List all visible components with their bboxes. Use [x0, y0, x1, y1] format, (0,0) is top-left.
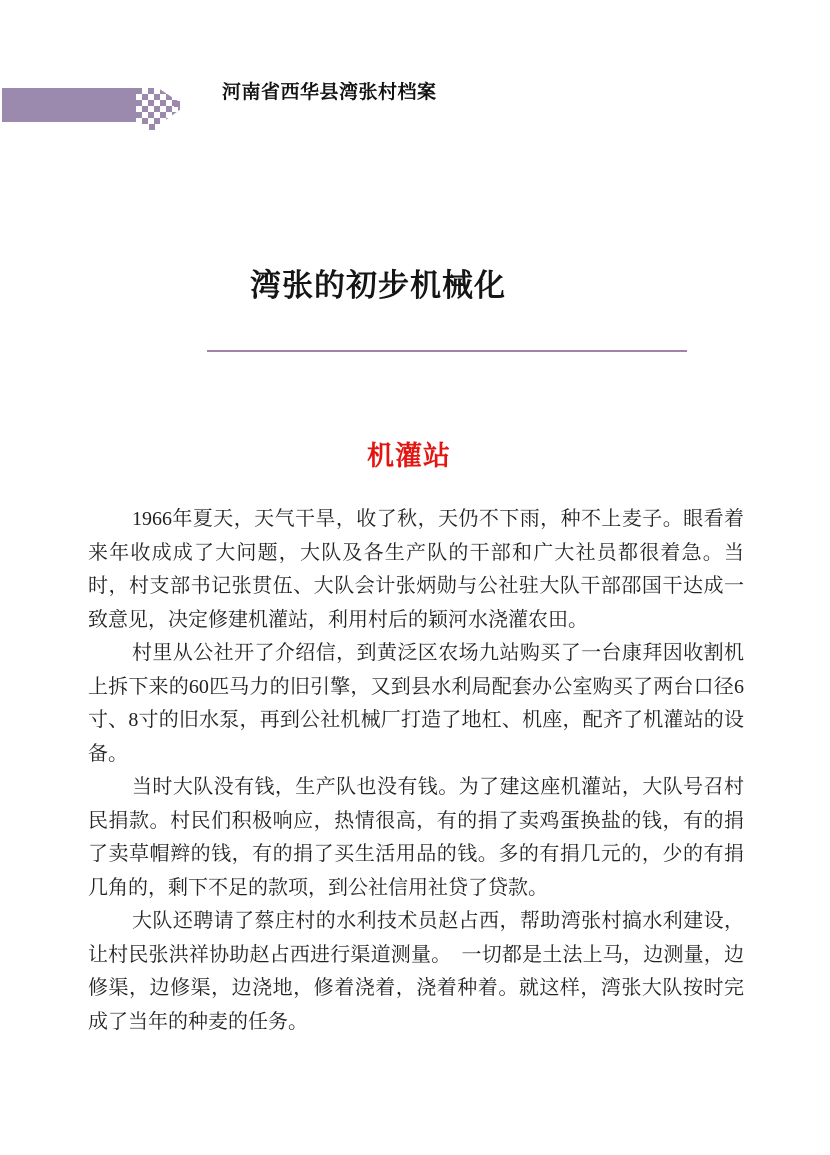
paragraph: 1966年夏天，天气干旱，收了秋，天仍不下雨，种不上麦子。眼看着来年收成成了大问题，大队及各生产队的干部和广大社员都很着急。当时，村支部书记张贯伍、大队会计张炳勋与公社驻大队干部邵国干达成一致意见，决定修建机灌站，利用村后的颖河水浇灌农田。	[88, 508, 744, 631]
title-divider	[207, 350, 687, 352]
paragraph: 大队还聘请了蔡庄村的水利技术员赵占西，帮助湾张村搞水利建设，让村民张洪祥协助赵占西进行渠道测量。 一切都是土法上马，边测量，边修渠，边修渠，边浇地，修着浇着，浇着种着。就这样，湾张大队按时完成了当年的种麦的任务。	[88, 910, 744, 1033]
paragraph: 村里从公社开了介绍信，到黄泛区农场九站购买了一台康拜因收割机上拆下来的60匹马力的旧引擎，又到县水利局配套办公室购买了两台口径6寸、8寸的旧水泵，再到公社机械厂打造了地杠、机座，配齐了机灌站的设备。	[88, 642, 744, 765]
checker-square-icon	[149, 124, 155, 130]
banner-bar	[2, 88, 136, 122]
checker-square-icon	[174, 101, 180, 107]
paragraph: 当时大队没有钱，生产队也没有钱。为了建这座机灌站，大队号召村民捐款。村民们积极响应，热情很高，有的捐了卖鸡蛋换盐的钱，有的捐了卖草帽辫的钱，有的捐了买生活用品的钱。多的有捐几元的，少的有捐几角的，剩下不足的款项，到公社信用社贷了贷款。	[88, 776, 744, 899]
archive-label: 河南省西华县湾张村档案	[222, 82, 437, 103]
page-title: 湾张的初步机械化	[250, 268, 506, 303]
section-heading: 机灌站	[367, 441, 451, 471]
body-text	[88, 503, 744, 1039]
